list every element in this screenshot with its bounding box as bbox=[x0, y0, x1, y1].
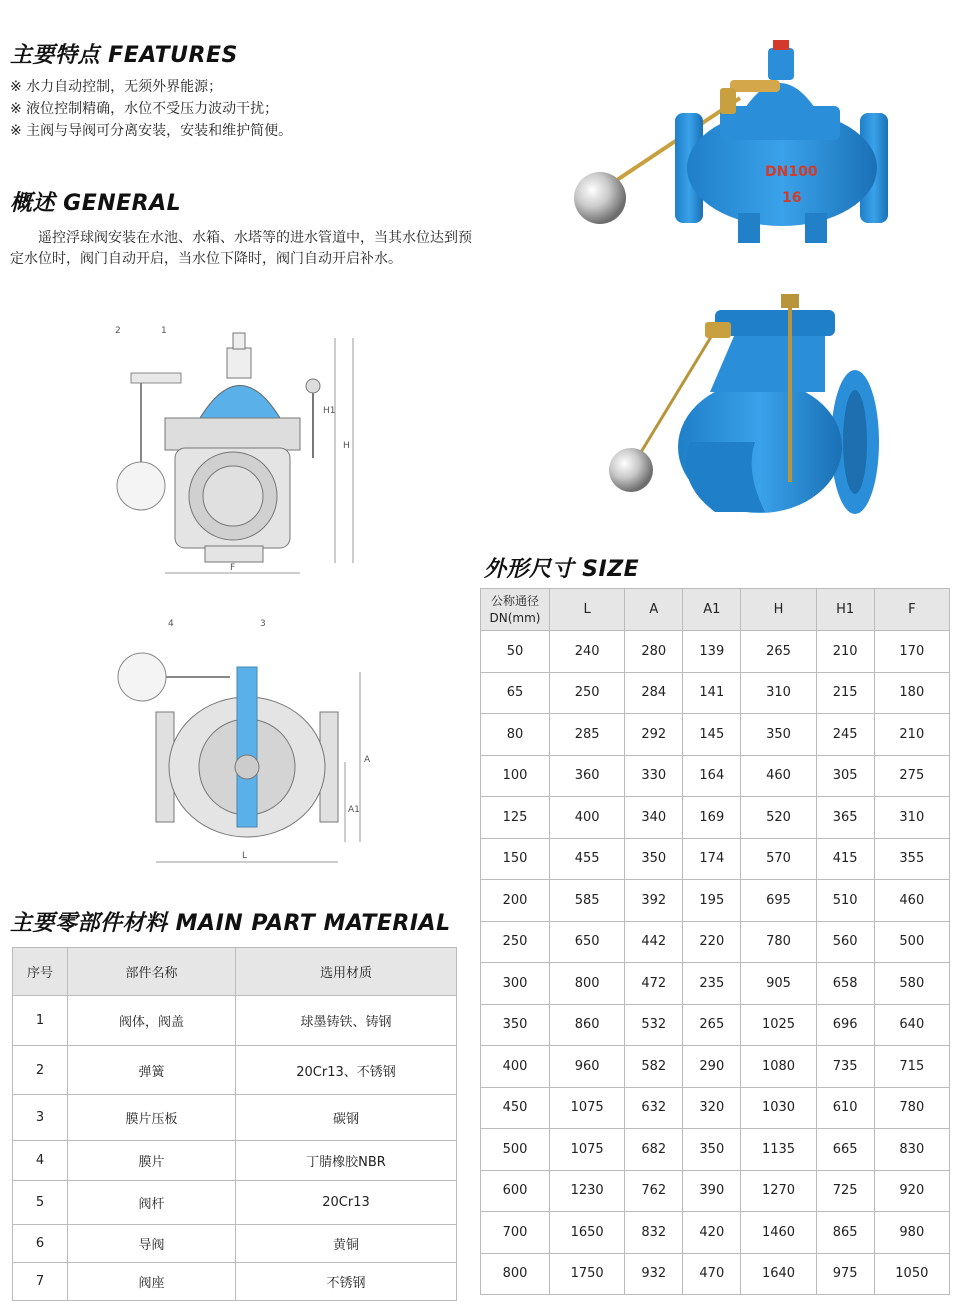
size-cell-H: 350 bbox=[741, 714, 816, 756]
material-row bbox=[13, 1181, 457, 1225]
size-cell-L: 1650 bbox=[550, 1212, 625, 1254]
size-row bbox=[481, 1046, 950, 1088]
size-cell-dn: 800 bbox=[481, 1253, 550, 1295]
size-cell-A: 832 bbox=[625, 1212, 683, 1254]
size-cell-A: 340 bbox=[625, 797, 683, 839]
size-cell-A1: 220 bbox=[683, 921, 741, 963]
size-cell-L: 960 bbox=[550, 1046, 625, 1088]
general-heading: 概述 GENERAL bbox=[10, 191, 182, 216]
size-cell-L: 1075 bbox=[550, 1087, 625, 1129]
material-cell-part: 膜片 bbox=[68, 1141, 236, 1181]
size-cell-L: 1230 bbox=[550, 1170, 625, 1212]
photo1-marking-pn: 16 bbox=[782, 190, 802, 206]
size-header-dn bbox=[481, 589, 550, 631]
size-row bbox=[481, 921, 950, 963]
callout-2: 2 bbox=[115, 326, 121, 336]
size-cell-H: 570 bbox=[741, 838, 816, 880]
size-cell-A1: 174 bbox=[683, 838, 741, 880]
photo1-marking-dn: DN100 bbox=[765, 164, 818, 180]
size-cell-F: 830 bbox=[874, 1129, 949, 1171]
size-cell-A: 762 bbox=[625, 1170, 683, 1212]
material-header-no: 序号 bbox=[13, 948, 68, 996]
size-cell-A: 292 bbox=[625, 714, 683, 756]
size-header-F: F bbox=[874, 589, 949, 631]
size-cell-dn: 100 bbox=[481, 755, 550, 797]
material-cell-no: 5 bbox=[13, 1181, 68, 1225]
size-cell-dn: 700 bbox=[481, 1212, 550, 1254]
size-cell-H: 1640 bbox=[741, 1253, 816, 1295]
size-row bbox=[481, 1004, 950, 1046]
size-row bbox=[481, 1170, 950, 1212]
material-cell-material: 碳钢 bbox=[236, 1095, 457, 1141]
size-cell-H1: 735 bbox=[816, 1046, 874, 1088]
dim-A1: A1 bbox=[348, 805, 360, 815]
features-heading: 主要特点 FEATURES bbox=[10, 43, 238, 68]
size-cell-A1: 195 bbox=[683, 880, 741, 922]
size-cell-F: 355 bbox=[874, 838, 949, 880]
size-cell-F: 210 bbox=[874, 714, 949, 756]
size-cell-A: 472 bbox=[625, 963, 683, 1005]
size-cell-A: 284 bbox=[625, 672, 683, 714]
size-heading: 外形尺寸 SIZE bbox=[484, 557, 640, 582]
material-row bbox=[13, 1225, 457, 1263]
size-cell-A1: 169 bbox=[683, 797, 741, 839]
material-cell-part: 弹簧 bbox=[68, 1046, 236, 1095]
material-cell-no: 3 bbox=[13, 1095, 68, 1141]
material-table bbox=[12, 947, 457, 1301]
valve-photo-1 bbox=[560, 18, 900, 258]
size-header-H1: H1 bbox=[816, 589, 874, 631]
valve-photo-2 bbox=[605, 282, 895, 532]
size-row bbox=[481, 714, 950, 756]
size-cell-L: 1075 bbox=[550, 1129, 625, 1171]
dim-F: F bbox=[230, 563, 236, 573]
size-cell-dn: 80 bbox=[481, 714, 550, 756]
callout-3: 3 bbox=[260, 619, 266, 629]
size-cell-dn: 450 bbox=[481, 1087, 550, 1129]
size-cell-A1: 145 bbox=[683, 714, 741, 756]
size-cell-H1: 215 bbox=[816, 672, 874, 714]
size-cell-F: 780 bbox=[874, 1087, 949, 1129]
material-row bbox=[13, 1141, 457, 1181]
size-cell-dn: 350 bbox=[481, 1004, 550, 1046]
size-cell-H: 780 bbox=[741, 921, 816, 963]
size-row bbox=[481, 797, 950, 839]
size-cell-F: 170 bbox=[874, 631, 949, 673]
feature-item-1: ※ 水力自动控制，无须外界能源； bbox=[10, 79, 223, 95]
size-cell-A1: 141 bbox=[683, 672, 741, 714]
size-cell-A1: 265 bbox=[683, 1004, 741, 1046]
size-cell-H1: 610 bbox=[816, 1087, 874, 1129]
size-cell-A: 932 bbox=[625, 1253, 683, 1295]
material-cell-no: 1 bbox=[13, 996, 68, 1046]
size-cell-dn: 600 bbox=[481, 1170, 550, 1212]
material-heading: 主要零部件材料 MAIN PART MATERIAL bbox=[10, 911, 451, 936]
material-cell-part: 膜片压板 bbox=[68, 1095, 236, 1141]
dim-H1: H1 bbox=[323, 406, 336, 416]
size-cell-H: 265 bbox=[741, 631, 816, 673]
size-cell-A1: 470 bbox=[683, 1253, 741, 1295]
material-cell-material: 黄铜 bbox=[236, 1225, 457, 1263]
material-row bbox=[13, 1095, 457, 1141]
size-row bbox=[481, 880, 950, 922]
size-cell-L: 800 bbox=[550, 963, 625, 1005]
size-cell-F: 180 bbox=[874, 672, 949, 714]
material-header-material: 选用材质 bbox=[236, 948, 457, 996]
material-cell-material: 20Cr13、不锈钢 bbox=[236, 1046, 457, 1095]
size-header-L: L bbox=[550, 589, 625, 631]
size-cell-A: 532 bbox=[625, 1004, 683, 1046]
size-header-A1: A1 bbox=[683, 589, 741, 631]
size-cell-A1: 290 bbox=[683, 1046, 741, 1088]
size-cell-L: 585 bbox=[550, 880, 625, 922]
size-cell-dn: 500 bbox=[481, 1129, 550, 1171]
feature-item-3: ※ 主阀与导阀可分离安装，安装和维护简便。 bbox=[10, 123, 293, 139]
material-row bbox=[13, 1263, 457, 1301]
material-row bbox=[13, 1046, 457, 1095]
size-cell-F: 980 bbox=[874, 1212, 949, 1254]
material-cell-no: 4 bbox=[13, 1141, 68, 1181]
material-cell-material: 不锈钢 bbox=[236, 1263, 457, 1301]
size-cell-L: 285 bbox=[550, 714, 625, 756]
size-cell-A1: 390 bbox=[683, 1170, 741, 1212]
size-cell-dn: 65 bbox=[481, 672, 550, 714]
material-row bbox=[13, 996, 457, 1046]
material-cell-no: 6 bbox=[13, 1225, 68, 1263]
size-cell-A: 682 bbox=[625, 1129, 683, 1171]
size-row bbox=[481, 1253, 950, 1295]
size-row bbox=[481, 755, 950, 797]
size-cell-dn: 300 bbox=[481, 963, 550, 1005]
size-cell-L: 250 bbox=[550, 672, 625, 714]
size-cell-dn: 125 bbox=[481, 797, 550, 839]
size-cell-L: 360 bbox=[550, 755, 625, 797]
material-cell-part: 阀体，阀盖 bbox=[68, 996, 236, 1046]
size-cell-A: 582 bbox=[625, 1046, 683, 1088]
size-cell-L: 400 bbox=[550, 797, 625, 839]
size-cell-H: 1270 bbox=[741, 1170, 816, 1212]
callout-4: 4 bbox=[168, 619, 174, 629]
size-cell-A1: 320 bbox=[683, 1087, 741, 1129]
size-cell-F: 640 bbox=[874, 1004, 949, 1046]
size-cell-A: 392 bbox=[625, 880, 683, 922]
size-row bbox=[481, 1212, 950, 1254]
size-header-A: A bbox=[625, 589, 683, 631]
size-cell-H1: 245 bbox=[816, 714, 874, 756]
size-cell-H1: 975 bbox=[816, 1253, 874, 1295]
material-cell-no: 2 bbox=[13, 1046, 68, 1095]
size-cell-H1: 665 bbox=[816, 1129, 874, 1171]
size-cell-dn: 250 bbox=[481, 921, 550, 963]
technical-drawing-top bbox=[110, 612, 390, 870]
size-cell-A1: 235 bbox=[683, 963, 741, 1005]
size-row bbox=[481, 672, 950, 714]
size-cell-A: 632 bbox=[625, 1087, 683, 1129]
size-cell-H: 1135 bbox=[741, 1129, 816, 1171]
size-header-dn-line2: DN(mm) bbox=[489, 610, 541, 625]
size-cell-H: 460 bbox=[741, 755, 816, 797]
size-cell-A: 442 bbox=[625, 921, 683, 963]
dim-H: H bbox=[343, 441, 350, 451]
size-cell-L: 860 bbox=[550, 1004, 625, 1046]
size-cell-H: 1460 bbox=[741, 1212, 816, 1254]
size-cell-H1: 696 bbox=[816, 1004, 874, 1046]
material-cell-material: 丁腈橡胶NBR bbox=[236, 1141, 457, 1181]
size-cell-H1: 415 bbox=[816, 838, 874, 880]
dim-L: L bbox=[242, 851, 248, 861]
size-cell-A: 280 bbox=[625, 631, 683, 673]
size-row bbox=[481, 1129, 950, 1171]
size-cell-H1: 510 bbox=[816, 880, 874, 922]
material-cell-material: 20Cr13 bbox=[236, 1181, 457, 1225]
size-cell-F: 275 bbox=[874, 755, 949, 797]
size-cell-H1: 365 bbox=[816, 797, 874, 839]
material-header-part: 部件名称 bbox=[68, 948, 236, 996]
size-cell-A: 350 bbox=[625, 838, 683, 880]
material-cell-material: 球墨铸铁、铸钢 bbox=[236, 996, 457, 1046]
feature-item-2: ※ 液位控制精确，水位不受压力波动干扰； bbox=[10, 101, 279, 117]
technical-drawing-front bbox=[105, 318, 385, 583]
size-cell-dn: 150 bbox=[481, 838, 550, 880]
size-cell-F: 500 bbox=[874, 921, 949, 963]
size-cell-H: 1025 bbox=[741, 1004, 816, 1046]
material-cell-no: 7 bbox=[13, 1263, 68, 1301]
size-cell-H: 905 bbox=[741, 963, 816, 1005]
size-cell-F: 580 bbox=[874, 963, 949, 1005]
size-cell-dn: 50 bbox=[481, 631, 550, 673]
callout-1: 1 bbox=[161, 326, 167, 336]
size-cell-A1: 420 bbox=[683, 1212, 741, 1254]
size-cell-H1: 210 bbox=[816, 631, 874, 673]
dim-A: A bbox=[364, 755, 371, 765]
size-cell-F: 460 bbox=[874, 880, 949, 922]
material-cell-part: 阀座 bbox=[68, 1263, 236, 1301]
size-cell-A1: 164 bbox=[683, 755, 741, 797]
size-cell-H: 695 bbox=[741, 880, 816, 922]
size-cell-L: 240 bbox=[550, 631, 625, 673]
size-cell-F: 920 bbox=[874, 1170, 949, 1212]
size-row bbox=[481, 631, 950, 673]
size-cell-L: 1750 bbox=[550, 1253, 625, 1295]
size-cell-H: 1080 bbox=[741, 1046, 816, 1088]
size-cell-H: 1030 bbox=[741, 1087, 816, 1129]
size-cell-A1: 139 bbox=[683, 631, 741, 673]
size-cell-F: 715 bbox=[874, 1046, 949, 1088]
size-row bbox=[481, 963, 950, 1005]
size-header-dn-line1: 公称通径 bbox=[490, 593, 539, 608]
size-cell-H: 310 bbox=[741, 672, 816, 714]
size-table bbox=[480, 588, 950, 1295]
size-cell-H1: 305 bbox=[816, 755, 874, 797]
size-row bbox=[481, 838, 950, 880]
size-cell-A1: 350 bbox=[683, 1129, 741, 1171]
size-cell-H1: 658 bbox=[816, 963, 874, 1005]
size-cell-A: 330 bbox=[625, 755, 683, 797]
size-row bbox=[481, 1087, 950, 1129]
size-cell-L: 650 bbox=[550, 921, 625, 963]
size-cell-H1: 560 bbox=[816, 921, 874, 963]
size-cell-H1: 725 bbox=[816, 1170, 874, 1212]
size-cell-dn: 200 bbox=[481, 880, 550, 922]
general-text: 遥控浮球阀安装在水池、水箱、水塔等的进水管道中，当其水位达到预定水位时，阀门自动开启，当水位下降时，阀门自动开启补水。 bbox=[10, 230, 472, 267]
size-cell-F: 310 bbox=[874, 797, 949, 839]
material-cell-part: 阀杆 bbox=[68, 1181, 236, 1225]
size-cell-L: 455 bbox=[550, 838, 625, 880]
size-cell-F: 1050 bbox=[874, 1253, 949, 1295]
size-cell-H1: 865 bbox=[816, 1212, 874, 1254]
size-cell-dn: 400 bbox=[481, 1046, 550, 1088]
material-cell-part: 导阀 bbox=[68, 1225, 236, 1263]
size-header-H: H bbox=[741, 589, 816, 631]
size-cell-H: 520 bbox=[741, 797, 816, 839]
